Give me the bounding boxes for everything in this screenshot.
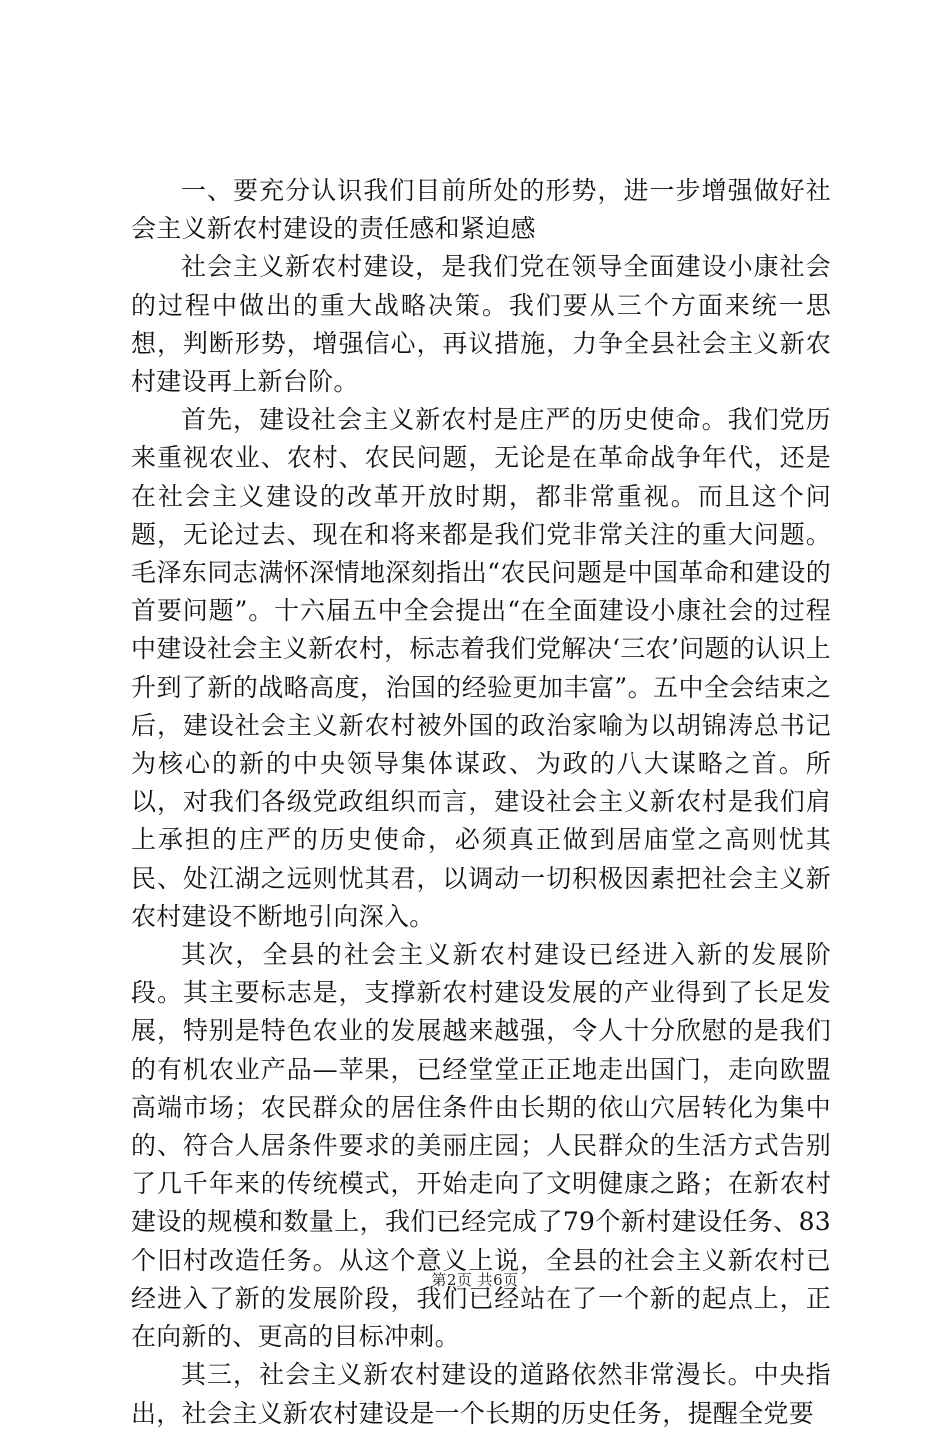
- paragraph-second: 其次，全县的社会主义新农村建设已经进入新的发展阶段。其主要标志是，支撑新农村建设发展的产业得到了长足发展，特别是特色农业的发展越来越强，令人十分欣慰的是我们的有机农业产品—苹果，已经堂堂正正地走出国门，走向欧盟高端市场；农民群众的居住条件由长期的依山穴居转化为集中的、符合人居条件要求的美丽庄园；人民群众的生活方式告别了几千年来的传统模式，开始走向了文明健康之路；在新农村建设的规模和数量上，我们已经完成了79个新村建设任务、83个旧村改造任务。从这个意义上说，全县的社会主义新农村已经进入了新的发展阶段，我们已经站在了一个新的起点上，正在向新的、更高的目标冲刺。: [131, 940, 831, 1352]
- paragraph-third: 其三，社会主义新农村建设的道路依然非常漫长。中央指出，社会主义新农村建设是一个长期的历史任务，提醒全党要: [131, 1360, 831, 1428]
- paragraph-first: 首先，建设社会主义新农村是庄严的历史使命。我们党历来重视农业、农村、农民问题，无论是在革命战争年代，还是在社会主义建设的改革开放时期，都非常重视。而且这个问题，无论过去、现在和将来都是我们党非常关注的重大问题。毛泽东同志满怀深情地深刻指出“农民问题是中国革命和建设的首要问题”。十六届五中全会提出“在全面建设小康社会的过程中建设社会主义新农村，标志着我们党解决‘三农’问题的认识上升到了新的战略高度，治国的经验更加丰富”。五中全会结束之后，建设社会主义新农村被外国的政治家喻为以胡锦涛总书记为核心的新的中央领导集体谋政、为政的八大谋略之首。所以，对我们各级党政组织而言，建设社会主义新农村是我们肩上承担的庄严的历史使命，必须真正做到居庙堂之高则忧其民、处江湖之远则忧其君，以调动一切积极因素把社会主义新农村建设不断地引向深入。: [131, 405, 831, 931]
- document-body: [131, 172, 831, 1433]
- paragraph-intro: 社会主义新农村建设，是我们党在领导全面建设小康社会的过程中做出的重大战略决策。我们要从三个方面来统一思想，判断形势，增强信心，再议措施，力争全县社会主义新农村建设再上新台阶。: [131, 252, 831, 397]
- section-heading: 一、要充分认识我们目前所处的形势，进一步增强做好社会主义新农村建设的责任感和紧迫感: [131, 176, 831, 244]
- page-number-footer: 第2页 共6页: [431, 1271, 519, 1289]
